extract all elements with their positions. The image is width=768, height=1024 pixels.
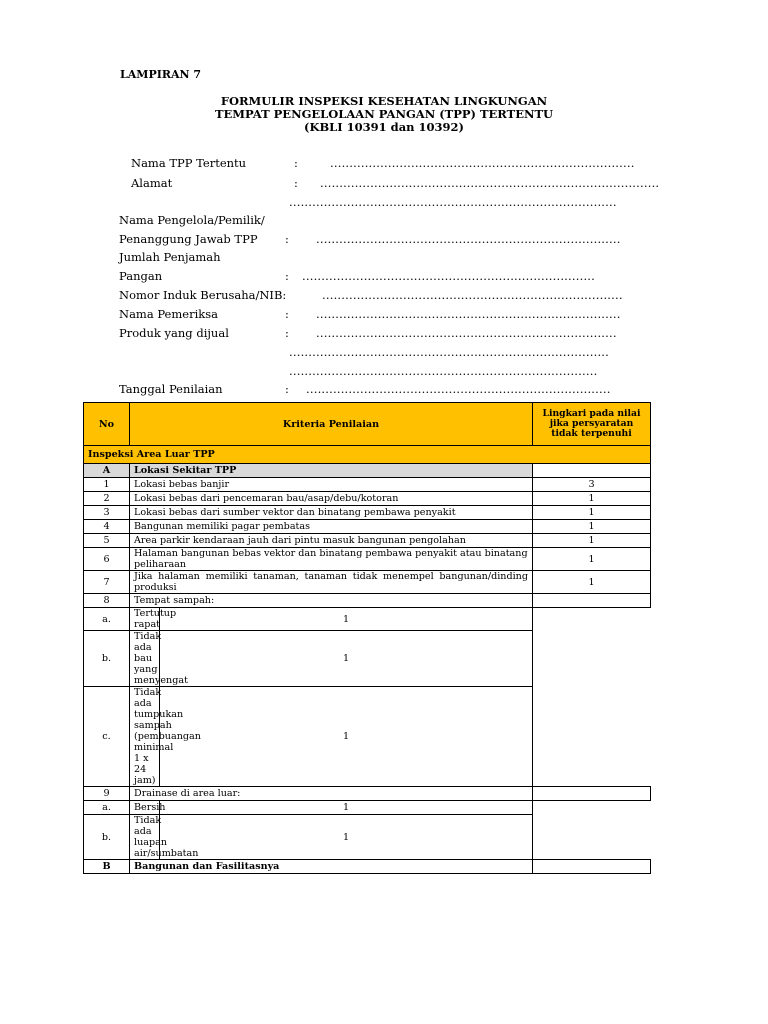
table-subrow	[84, 801, 651, 815]
table-row	[84, 492, 651, 506]
sub-letter: a.	[84, 801, 130, 815]
alamat-colon: :	[294, 176, 298, 190]
row-criteria: Lokasi bebas dari sumber vektor dan binatang pembawa penyakit	[130, 506, 533, 520]
sub-score[interactable]: 1	[160, 608, 533, 631]
group-b-label: Bangunan dan Fasilitasnya	[130, 860, 533, 874]
row-9-title-score	[533, 787, 651, 801]
attachment-label: LAMPIRAN 7	[120, 68, 202, 81]
row-9-no: 9	[84, 787, 130, 801]
row-no: 5	[84, 534, 130, 548]
alamat-field-line2[interactable]: .....................................................................................	[289, 195, 617, 209]
sub-criteria: Tertutup rapat	[130, 608, 160, 631]
table-subrow	[84, 815, 651, 860]
row-criteria: Lokasi bebas banjir	[130, 478, 533, 492]
row-criteria: Halaman bangunan bebas vektor dan binatang pembawa penyakit atau binatang peliharaan	[130, 548, 533, 571]
row-no: 1	[84, 478, 130, 492]
row-criteria: Lokasi bebas dari pencemaran bau/asap/debu/kotoran	[130, 492, 533, 506]
nama-tpp-field[interactable]: ...............................................................................	[330, 156, 635, 170]
pengelola-label-line1: Nama Pengelola/Pemilik/	[119, 213, 265, 227]
group-a-score	[533, 464, 651, 478]
produk-colon: :	[285, 326, 289, 340]
header-nilai: Lingkari pada nilai jika persyaratan tidak terpenuhi	[533, 403, 651, 446]
row-no: 3	[84, 506, 130, 520]
penjamah-label-line2: Pangan	[119, 269, 163, 283]
row-criteria: Area parkir kendaraan jauh dari pintu masuk bangunan pengolahan	[130, 534, 533, 548]
table-header-row	[84, 403, 651, 446]
row-criteria: Bangunan memiliki pagar pembatas	[130, 520, 533, 534]
table-row	[84, 534, 651, 548]
sub-letter: b.	[84, 815, 130, 860]
form-title-line3: (KBLI 10391 dan 10392)	[304, 120, 464, 134]
form-title-line2: TEMPAT PENGELOLAAN PANGAN (TPP) TERTENTU	[214, 107, 554, 121]
row-score[interactable]: 1	[533, 492, 651, 506]
sub-criteria: Tidak ada tumpukan sampah (pembuangan minimal 1 x 24 jam)	[130, 687, 160, 787]
group-b-score	[533, 860, 651, 874]
penjamah-colon: :	[285, 269, 289, 283]
row-score[interactable]: 1	[533, 548, 651, 571]
row-score[interactable]: 1	[533, 506, 651, 520]
produk-field-line3[interactable]: ................................................................................	[289, 364, 598, 378]
row-no: 4	[84, 520, 130, 534]
table-subrow	[84, 687, 651, 787]
inspection-table	[83, 402, 651, 874]
tanggal-colon: :	[285, 382, 289, 396]
row-9-title-text: Drainase di area luar:	[130, 787, 533, 801]
nib-field[interactable]: ..............................................................................	[322, 288, 623, 302]
table-subrow	[84, 631, 651, 687]
produk-field[interactable]: ..............................................................................	[316, 326, 617, 340]
table-subrow	[84, 608, 651, 631]
sub-criteria: Bersih	[130, 801, 160, 815]
group-a-code: A	[84, 464, 130, 478]
row-no: 6	[84, 548, 130, 571]
group-a-label: Lokasi Sekitar TPP	[130, 464, 533, 478]
row-score[interactable]: 1	[533, 520, 651, 534]
row-criteria: Jika halaman memiliki tanaman, tanaman tidak menempel bangunan/dinding produksi	[130, 571, 533, 594]
sub-letter: a.	[84, 608, 130, 631]
tanggal-label: Tanggal Penilaian	[119, 382, 223, 396]
nama-tpp-colon: :	[294, 156, 298, 170]
produk-label: Produk yang dijual	[119, 326, 229, 340]
pengelola-colon: :	[285, 232, 289, 246]
row-no: 7	[84, 571, 130, 594]
sub-letter: c.	[84, 687, 130, 787]
table-row	[84, 520, 651, 534]
pemeriksa-field[interactable]: ...............................................................................	[316, 307, 621, 321]
pemeriksa-colon: :	[285, 307, 289, 321]
row-score[interactable]: 1	[533, 534, 651, 548]
pengelola-label-line2: Penanggung Jawab TPP	[119, 232, 258, 246]
alamat-label: Alamat	[131, 176, 173, 190]
table-row	[84, 478, 651, 492]
form-title-line1: FORMULIR INSPEKSI KESEHATAN LINGKUNGAN	[220, 94, 548, 108]
sub-criteria: Tidak ada luapan air/sumbatan	[130, 815, 160, 860]
table-row	[84, 548, 651, 571]
group-b-code: B	[84, 860, 130, 874]
row-8-title	[84, 594, 651, 608]
row-score[interactable]: 3	[533, 478, 651, 492]
group-a-row	[84, 464, 651, 478]
nama-tpp-label: Nama TPP Tertentu	[131, 156, 247, 170]
produk-field-line2[interactable]: ...................................................................................	[289, 345, 610, 359]
pengelola-field[interactable]: ...............................................................................	[316, 232, 621, 246]
table-row	[84, 571, 651, 594]
nib-label: Nomor Induk Berusaha/NIB:	[119, 288, 287, 302]
sub-score[interactable]: 1	[160, 687, 533, 787]
penjamah-field[interactable]: ............................................................................	[302, 269, 596, 283]
section-luar-tpp: Inspeksi Area Luar TPP	[84, 446, 651, 464]
section-row	[84, 446, 651, 464]
row-no: 2	[84, 492, 130, 506]
sub-criteria: Tidak ada bau yang menyengat	[130, 631, 160, 687]
sub-score[interactable]: 1	[160, 815, 533, 860]
sub-score[interactable]: 1	[160, 631, 533, 687]
header-kriteria: Kriteria Penilaian	[130, 403, 533, 446]
penjamah-label-line1: Jumlah Penjamah	[119, 250, 221, 264]
row-8-no: 8	[84, 594, 130, 608]
header-no: No	[84, 403, 130, 446]
row-9-title	[84, 787, 651, 801]
alamat-field[interactable]: ........................................................................................	[320, 176, 660, 190]
row-score[interactable]: 1	[533, 571, 651, 594]
sub-score[interactable]: 1	[160, 801, 533, 815]
pemeriksa-label: Nama Pemeriksa	[119, 307, 218, 321]
tanggal-field[interactable]: ...............................................................................	[306, 382, 611, 396]
group-b-row	[84, 860, 651, 874]
row-8-title-text: Tempat sampah:	[130, 594, 533, 608]
table-row	[84, 506, 651, 520]
row-8-title-score	[533, 594, 651, 608]
sub-letter: b.	[84, 631, 130, 687]
